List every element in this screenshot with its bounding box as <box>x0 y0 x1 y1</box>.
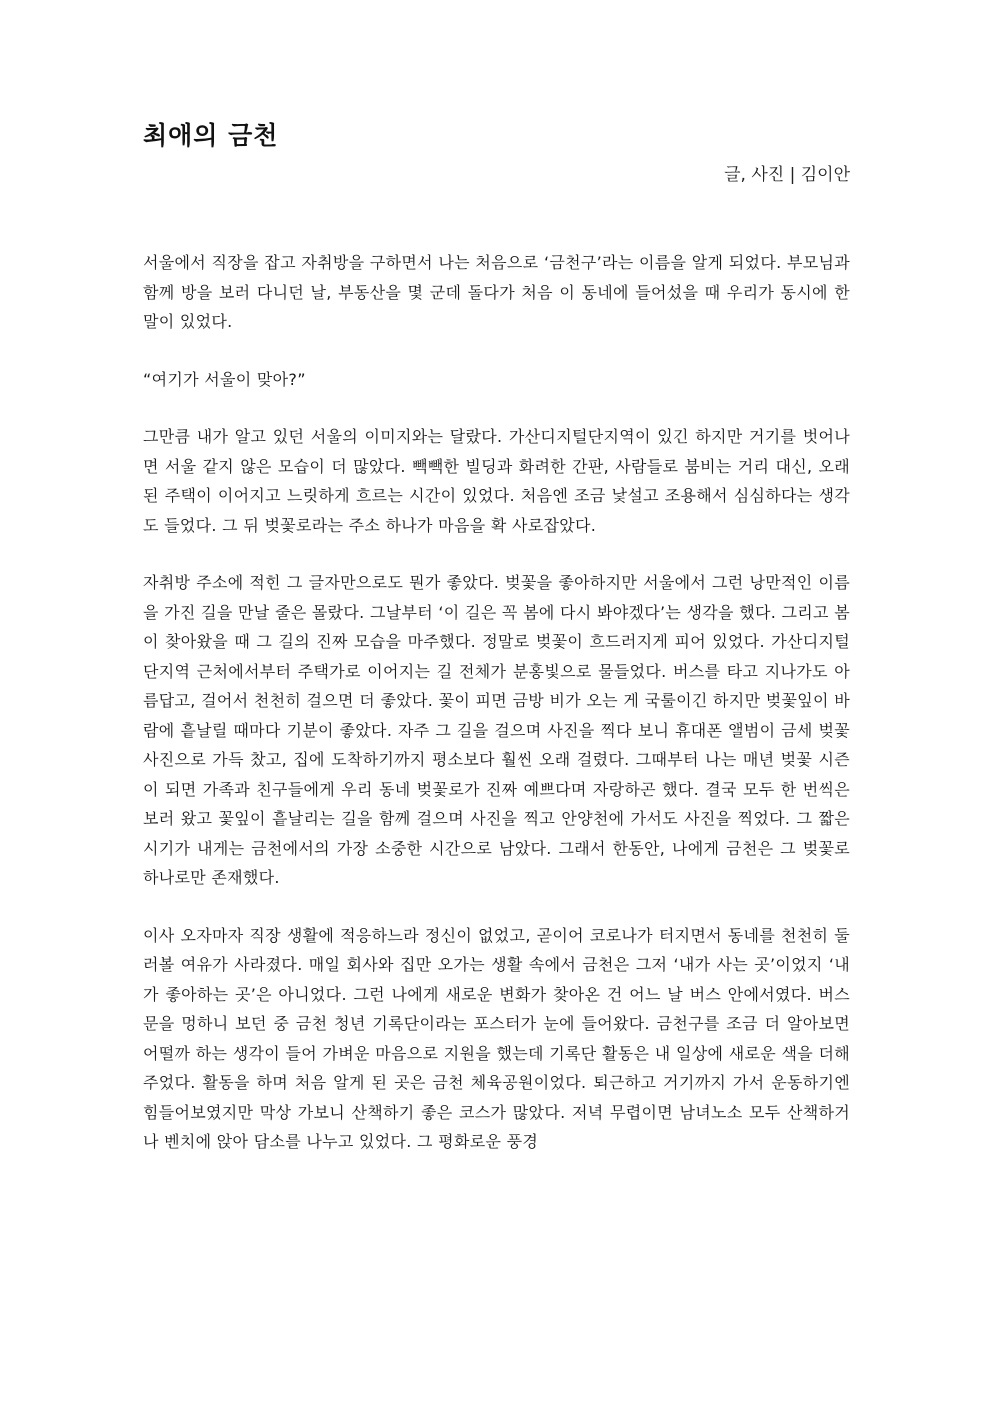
paragraph-quote: “여기가 서울이 맞아?” <box>143 369 306 389</box>
article-body <box>143 248 850 1185</box>
paragraph-intro: 서울에서 직장을 잡고 자취방을 구하면서 나는 처음으로 ‘금천구’라는 이름을 알게 되었다. 부모님과 함께 방을 보러 다니던 날, 부동산을 몇 군데 돌다가 처음 이 동네에 들어섰을 때 우리가 동시에 한 말이 있었다. <box>143 253 850 331</box>
paragraph-first-impression: 그만큼 내가 알고 있던 서울의 이미지와는 달랐다. 가산디지털단지역이 있긴 하지만 거기를 벗어나면 서울 같지 않은 모습이 더 많았다. 빽빽한 빌딩과 화려한 간판, 사람들로 붐비는 거리 대신, 오래된 주택이 이어지고 느릿하게 흐르는 시간이 있었다. 처음엔 조금 낯설고 조용해서 심심하다는 생각도 들었다. 그 뒤 벚꽃로라는 주소 하나가 마음을 확 사로잡았다. <box>143 427 850 535</box>
document-title: 최애의 금천 <box>143 121 279 150</box>
paragraph-youth-recorders: 이사 오자마자 직장 생활에 적응하느라 정신이 없었고, 곧이어 코로나가 터지면서 동네를 천천히 둘러볼 여유가 사라졌다. 매일 회사와 집만 오가는 생활 속에서 금천은 그저 ‘내가 사는 곳’이었지 ‘내가 좋아하는 곳’은 아니었다. 그런 나에게 새로운 변화가 찾아온 건 어느 날 버스 안에서였다. 버스 문을 멍하니 보던 중 금천 청년 기록단이라는 포스터가 눈에 들어왔다. 금천구를 조금 더 알아보면 어떨까 하는 생각이 들어 가벼운 마음으로 지원을 했는데 기록단 활동은 내 일상에 새로운 색을 더해주었다. 활동을 하며 처음 알게 된 곳은 금천 체육공원이었다. 퇴근하고 거기까지 가서 운동하기엔 힘들어보였지만 막상 가보니 산책하기 좋은 코스가 많았다. 저녁 무렵이면 남녀노소 모두 산책하거나 벤치에 앉아 담소를 나누고 있었다. 그 평화로운 풍경 <box>143 925 850 1151</box>
paragraph-cherry-blossom-road: 자취방 주소에 적힌 그 글자만으로도 뭔가 좋았다. 벚꽃을 좋아하지만 서울에서 그런 낭만적인 이름을 가진 길을 만날 줄은 몰랐다. 그날부터 ‘이 길은 꼭 봄에 다시 봐야겠다’는 생각을 했다. 그리고 봄이 찾아왔을 때 그 길의 진짜 모습을 마주했다. 정말로 벚꽃이 흐드러지게 피어 있었다. 가산디지털단지역 근처에서부터 주택가로 이어지는 길 전체가 분홍빛으로 물들었다. 버스를 타고 지나가도 아름답고, 걸어서 천천히 걸으면 더 좋았다. 꽃이 피면 금방 비가 오는 게 국룰이긴 하지만 벚꽃잎이 바람에 흩날릴 때마다 기분이 좋았다. 자주 그 길을 걸으며 사진을 찍다 보니 휴대폰 앨범이 금세 벚꽃 사진으로 가득 찼고, 집에 도착하기까지 평소보다 훨씬 오래 걸렸다. 그때부터 나는 매년 벚꽃 시즌이 되면 가족과 친구들에게 우리 동네 벚꽃로가 진짜 예쁘다며 자랑하곤 했다. 결국 모두 한 번씩은 보러 왔고 꽃잎이 흩날리는 길을 함께 걸으며 사진을 찍고 안양천에 가서도 사진을 찍었다. 그 짧은 시기가 내게는 금천에서의 가장 소중한 시간으로 남았다. 그래서 한동안, 나에게 금천은 그 벚꽃로 하나로만 존재했다. <box>143 573 850 887</box>
byline: 글, 사진 | 김이안 <box>724 165 850 185</box>
